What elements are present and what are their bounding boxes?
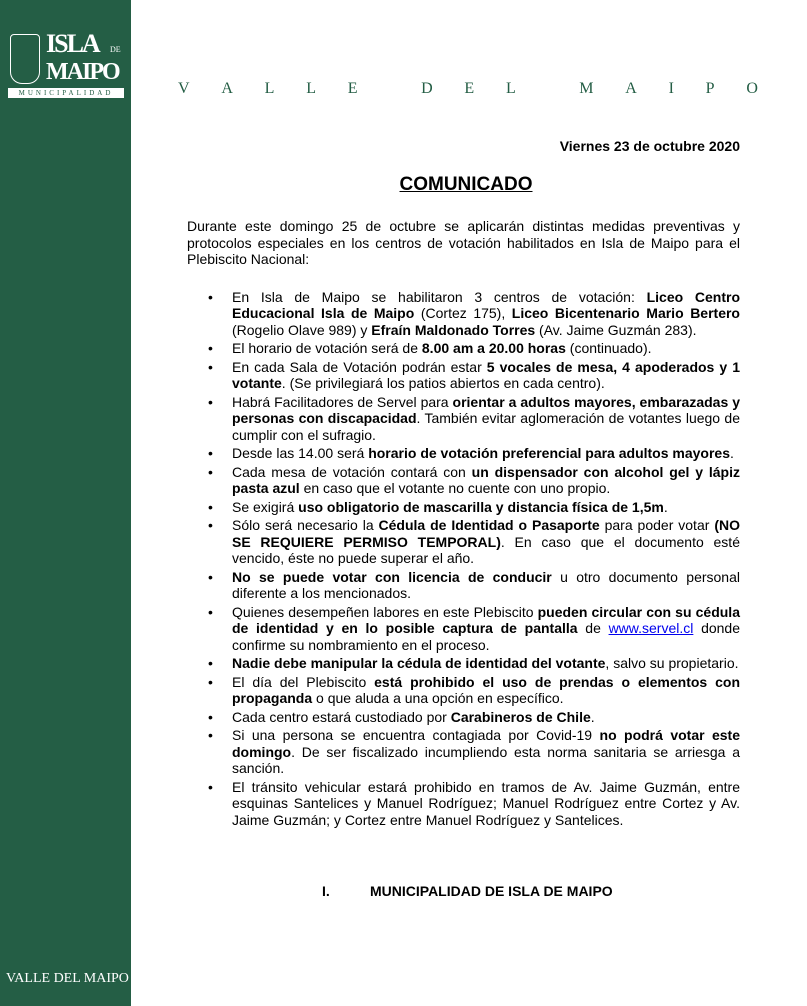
section-label: MUNICIPALIDAD DE ISLA DE MAIPO	[370, 883, 613, 899]
text: para poder votar	[599, 517, 715, 533]
intro-paragraph: Durante este domingo 25 de octubre se aplicarán distintas medidas preventivas y protocolos especiales en los centros de votación habilitados en Isla de Maipo para el Plebiscito Nacional:	[187, 218, 740, 267]
tagline-letter: A	[221, 80, 233, 97]
text: En cada Sala de Votación podrán estar	[232, 358, 487, 375]
logo-subtitle: MUNICIPALIDAD	[8, 88, 124, 98]
tagline-letter: O	[746, 80, 758, 97]
bold-text: Cédula de Identidad o Pasaporte	[378, 517, 600, 533]
tagline-letter: E	[464, 80, 475, 97]
text: Se exigirá	[232, 498, 299, 515]
text: (Cortez 175),	[414, 305, 512, 321]
list-item	[232, 464, 740, 497]
list-item	[232, 340, 740, 357]
section-heading	[322, 883, 740, 899]
text: o que aluda a una opción en específico.	[312, 690, 564, 706]
bold-text: pueden circular con su cédula de identidad y en lo posible captura de pantalla	[232, 603, 740, 636]
list-item	[232, 517, 740, 567]
tagline-letter: E	[347, 80, 358, 97]
bold-text: Liceo Bicentenario Mario Bertero	[511, 305, 740, 321]
text: Sólo será necesario la	[232, 517, 379, 533]
list-item	[232, 655, 740, 672]
text: . (Se privilegiará los patios abiertos en cada centro).	[281, 375, 605, 391]
bold-text: 5 vocales de mesa, 4 apoderados y 1 votante	[232, 358, 740, 391]
tagline-letter: P	[705, 80, 715, 97]
measures-list	[187, 289, 740, 829]
text: Si una persona se encuentra contagiada por Covid-19	[232, 727, 600, 743]
document-date: Viernes 23 de octubre 2020	[559, 138, 740, 154]
text: Habrá Facilitadores de Servel para	[232, 393, 453, 410]
bold-text: un dispensador con alcohol gel y lápiz pasta azul	[232, 463, 740, 496]
text: Desde las 14.00 será	[232, 445, 369, 461]
tagline-letter: D	[421, 80, 433, 97]
title-text: COMUNICADO	[399, 174, 533, 195]
bold-text: Nadie debe manipular la cédula de identidad del votante	[232, 655, 606, 671]
text: . También evitar aglomeración de votantes luego de cumplir con el sufragio.	[232, 410, 741, 443]
tagline-letter: L	[505, 80, 516, 97]
bold-text: Liceo Centro Educacional Isla de Maipo	[232, 288, 740, 321]
list-item	[232, 445, 740, 462]
text: (continuado).	[565, 340, 652, 356]
list-item	[232, 727, 740, 777]
sidebar	[0, 0, 131, 1006]
list-item	[232, 709, 740, 726]
text: El día del Plebiscito	[232, 673, 375, 690]
sidebar-footer: VALLE DEL MAIPO	[6, 971, 129, 986]
bold-text: Efraín Maldonado Torres	[371, 321, 536, 338]
document-body	[187, 218, 740, 899]
servel-link[interactable]: www.servel.cl	[608, 620, 694, 636]
tagline-letter: I	[668, 80, 674, 97]
text: El horario de votación será de	[232, 340, 422, 356]
list-item	[232, 779, 740, 829]
text: En Isla de Maipo se habilitaron 3 centros de votación:	[232, 288, 647, 305]
text: en caso que el votante no cuente con uno propio.	[299, 480, 611, 496]
tagline-letter: V	[178, 80, 190, 97]
list-item	[232, 604, 740, 654]
text: .	[730, 445, 734, 461]
text: (Av. Jaime Guzmán 283).	[535, 321, 697, 338]
list-item	[232, 394, 740, 444]
text: (Rogelio Olave 989) y	[232, 321, 372, 338]
text: Cada mesa de votación contará con	[232, 463, 472, 480]
list-item	[232, 499, 740, 516]
list-item	[232, 289, 740, 339]
text: .	[663, 498, 668, 515]
bold-text: uso obligatorio de mascarilla y distancia física de 1,5m	[298, 498, 664, 515]
bold-text: orientar a adultos mayores, embarazadas y personas con discapacidad	[232, 393, 740, 426]
tagline-letter: M	[579, 80, 594, 97]
bold-text: 8.00 am a 20.00 horas	[421, 340, 566, 356]
tagline-letter: A	[625, 80, 637, 97]
bold-text: No se puede votar con licencia de conducir	[232, 568, 552, 585]
bold-text: Carabineros de Chile	[450, 708, 591, 725]
logo-word-de: DE	[110, 45, 121, 54]
text: Quienes desempeñen labores en este Plebiscito	[232, 603, 538, 620]
text: , salvo su propietario.	[605, 655, 739, 671]
document-title	[0, 174, 807, 196]
tagline-letter: L	[306, 80, 316, 97]
coat-of-arms-icon	[10, 34, 40, 84]
bold-text: (NO SE REQUIERE PERMISO TEMPORAL)	[232, 517, 740, 550]
logo-word-maipo: MAIPO	[46, 59, 119, 85]
logo-word-isla: ISLA	[46, 29, 99, 58]
municipality-logo	[8, 30, 126, 100]
text: u otro documento personal diferente a los mencionados.	[232, 568, 740, 601]
text: .	[590, 708, 595, 725]
list-item	[232, 569, 740, 602]
bold-text: está prohibido el uso de prendas o elementos con propaganda	[232, 673, 740, 706]
text: . En caso que el documento esté vencido, éste no puede superar el año.	[232, 533, 740, 566]
bold-text: no podrá votar este domingo	[232, 727, 740, 760]
section-number: I.	[322, 883, 330, 899]
text: Cada centro estará custodiado por	[232, 708, 451, 725]
list-item	[232, 674, 740, 707]
text: . De ser fiscalizado incumpliendo esta norma sanitaria se arriesga a sanción.	[232, 743, 740, 776]
tagline-letter: L	[264, 80, 275, 97]
text: donde confirme su nombramiento en el proceso.	[232, 620, 740, 653]
bold-text: horario de votación preferencial para adultos mayores	[368, 445, 730, 461]
header-tagline	[178, 80, 758, 98]
text: El tránsito vehicular estará prohibido en tramos de Av. Jaime Guzmán, entre esquinas Santelices y Manuel Rodríguez; Manuel Rodríguez entre Cortez y Av. Jaime Guzmán; y Cortez entre Manuel Rodríguez y Santelices.	[232, 778, 740, 828]
list-item	[232, 359, 740, 392]
text: de	[577, 620, 609, 636]
